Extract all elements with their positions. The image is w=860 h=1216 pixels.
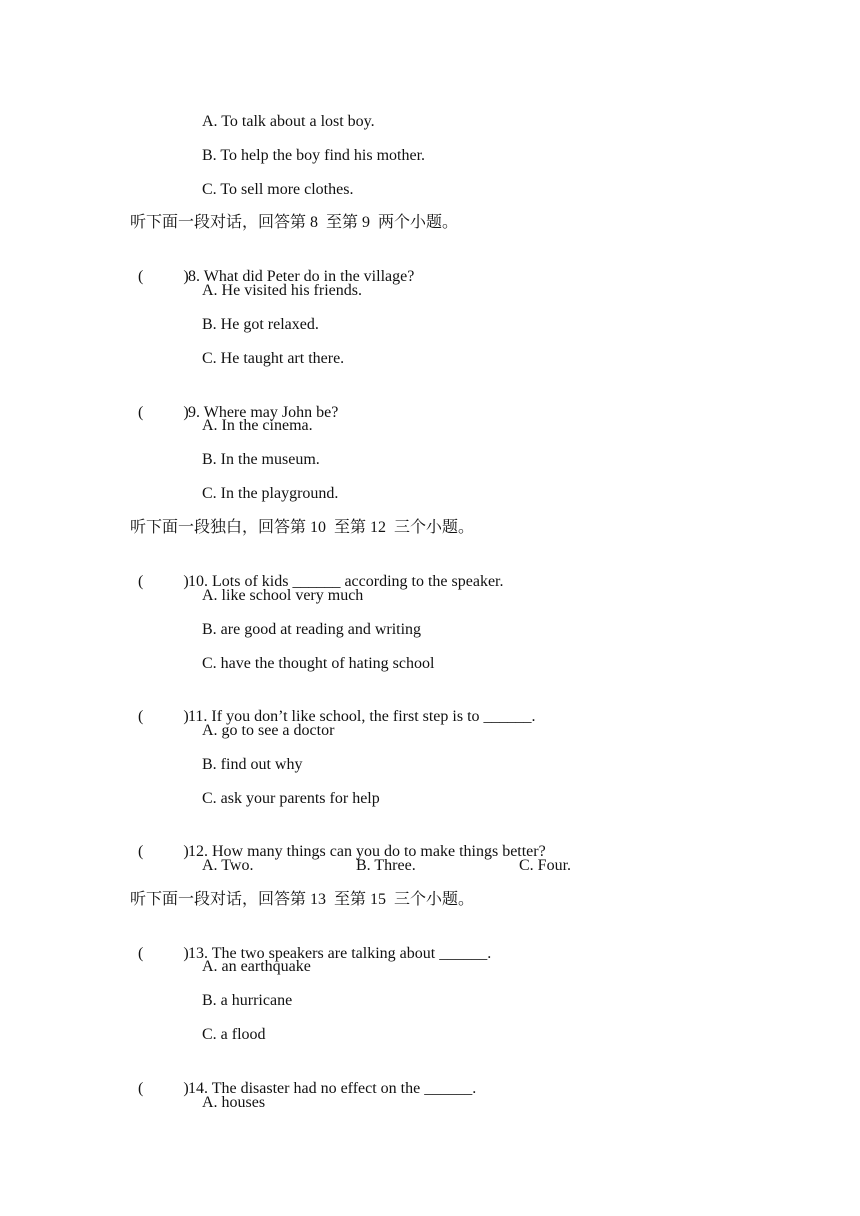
answer-blank[interactable]: ( )	[138, 404, 189, 421]
option: B. To help the boy find his mother.	[202, 147, 426, 164]
option: B. He got relaxed.	[202, 316, 319, 333]
question-14	[130, 1059, 476, 1099]
option: C. He taught art there.	[202, 350, 345, 367]
option: B. are good at reading and writing	[202, 621, 422, 638]
question-stem: 14. The disaster had no effect on the ______.	[188, 1080, 477, 1097]
answer-blank[interactable]: ( )	[138, 708, 189, 725]
answer-blank[interactable]: ( )	[138, 268, 189, 285]
option: A. go to see a doctor	[202, 722, 335, 739]
answer-blank[interactable]: ( )	[138, 573, 189, 590]
question-stem: 9. Where may John be?	[188, 404, 339, 421]
answer-blank[interactable]: ( )	[138, 1080, 189, 1097]
option: A. To talk about a lost boy.	[202, 113, 375, 130]
option: A. He visited his friends.	[202, 282, 362, 299]
answer-blank[interactable]: ( )	[138, 843, 189, 860]
question-12	[130, 822, 546, 862]
option: C. To sell more clothes.	[202, 181, 354, 198]
option: C. Four.	[519, 857, 572, 874]
option: A. like school very much	[202, 587, 364, 604]
question-stem: 11. If you don’t like school, the first step is to ______.	[188, 708, 536, 725]
option: C. a flood	[202, 1026, 266, 1043]
option: A. an earthquake	[202, 958, 311, 975]
option: C. ask your parents for help	[202, 790, 380, 807]
option: C. In the playground.	[202, 485, 339, 502]
option: B. Three.	[356, 857, 416, 874]
answer-blank[interactable]: ( )	[138, 945, 189, 962]
option: A. In the cinema.	[202, 417, 313, 434]
option: B. In the museum.	[202, 451, 320, 468]
question-stem: 12. How many things can you do to make things better?	[188, 843, 546, 860]
section-heading: 听下面一段对话，回答第 13 至第 15 三个小题。	[130, 891, 475, 908]
section-heading: 听下面一段对话，回答第 8 至第 9 两个小题。	[130, 214, 459, 231]
option: A. houses	[202, 1094, 266, 1111]
option: C. have the thought of hating school	[202, 655, 435, 672]
option: B. find out why	[202, 756, 303, 773]
option: B. a hurricane	[202, 992, 293, 1009]
section-heading: 听下面一段独白，回答第 10 至第 12 三个小题。	[130, 519, 475, 536]
question-stem: 10. Lots of kids ______ according to the speaker.	[188, 573, 504, 590]
option: A. Two.	[202, 857, 254, 874]
question-stem: 8. What did Peter do in the village?	[188, 268, 415, 285]
question-stem: 13. The two speakers are talking about ______.	[188, 945, 492, 962]
